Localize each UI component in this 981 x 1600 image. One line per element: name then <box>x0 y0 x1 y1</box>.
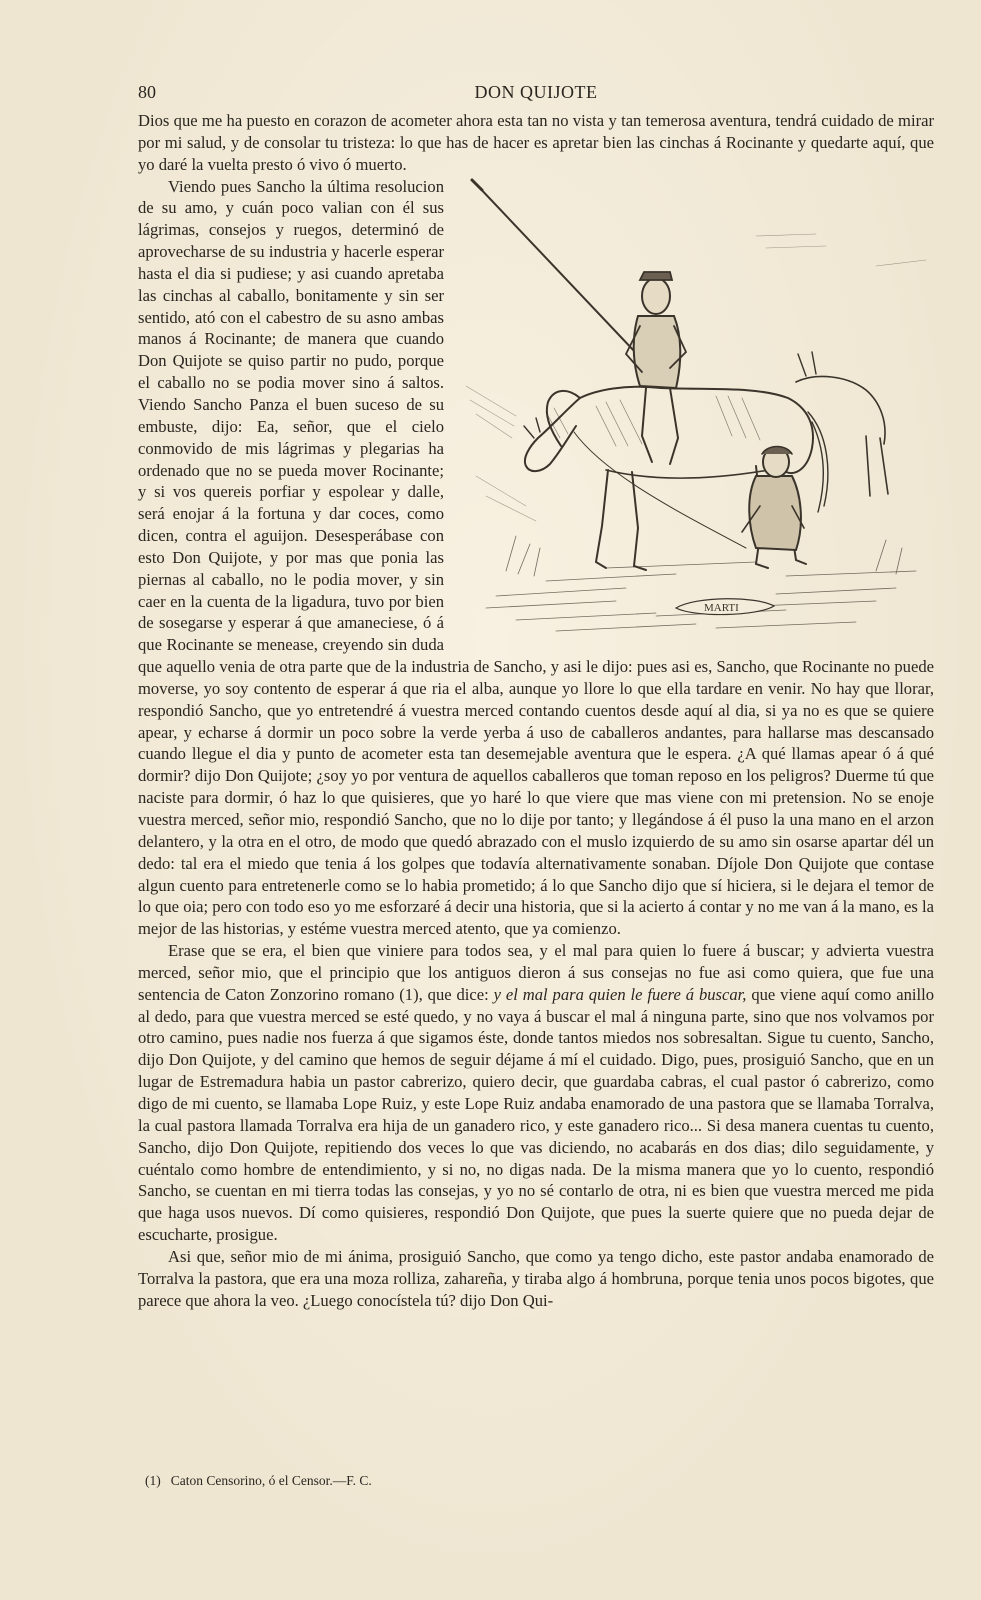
paragraph-2 <box>138 176 934 941</box>
paragraph-1: Dios que me ha puesto en corazon de acometer ahora esta tan no vista y tan temerosa aventura, tendrá cuidado de mirar por mi salud, y de consolar tu tristeza: lo que has de hacer es apretar bien las cinchas á Rocinante y quedarte aquí, que yo daré la vuelta presto ó vivo ó muerto. <box>138 111 934 174</box>
page-header <box>138 82 934 106</box>
footnote-text: Caton Censorino, ó el Censor.—F. C. <box>170 1473 372 1488</box>
illustration-signature: MARTI <box>704 601 739 614</box>
paragraph-3 <box>138 940 934 1246</box>
running-head: DON QUIJOTE <box>474 82 598 102</box>
footnote-marker: (1) <box>145 1473 161 1488</box>
paragraph-3-text-a: Erase que se era, el bien que viniere para todos sea, y el mal para quien lo fuere á buscar; y advierta vuestra merced, señor mio, que el principio que los antiguos dieron á sus consejas no fue asi como quiera, que fue una sentencia de Caton Zonzorino romano (1), que dice: <box>138 941 934 1004</box>
paragraph-4: Asi que, señor mio de mi ánima, prosiguió Sancho, que como ya tengo dicho, este pastor andaba enamorado de Torralva la pastora, que era una moza rolliza, zahareña, y tiraba algo á hombruna, porque tenia unos pocos bigotes, que parece que ahora la veo. ¿Luego conocístela tú? dijo Don Qui- <box>138 1246 934 1310</box>
footnote <box>145 1473 845 1489</box>
paragraph-3-text-b: que viene aquí como anillo al dedo, para que vuestra merced se esté quedo, y no vaya á buscar el mal á ninguna parte, sino que nos volvamos por otro camino, pues nadie nos fuerza á que sigamos éste, donde tantos miedos nos sobresaltan. Sigue tu cuento, Sancho, dijo Don Quijote, y del camino que hemos de seguir déjame á mí el cuidado. Digo, pues, prosiguió Sancho, que en un lugar de Estremadura habia un pastor cabrerizo, quiero decir, que guardaba cabras, el cual pastor ó cabrerizo, como digo de mi cuento, se llamaba Lope Ruiz, y este Lope Ruiz andaba enamorado de una pastora que se llamaba Torralva, la cual pastora llamada Torralva era hija de un ganadero rico, y este ganadero rico... Si desa manera cuentas tu cuento, Sancho, dijo Don Quijote, repitiendo dos veces lo que vas diciendo, no acabarás en dos dias; dilo seguidamente, y cuéntalo como hombre de entendimiento, y si no, no digas nada. De la misma manera que yo lo cuento, respondió Sancho, se cuentan en mi tierra todas las consejas, y yo no sé contarlo de otra, ni es bien que vuestra merced me pida que haga usos nuevos. Dí como quisieres, respondió Don Quijote, que pues la suerte quiere que no pueda dejar de escucharte, prosigue. <box>138 984 934 1245</box>
illustration-don-quijote-and-sancho <box>456 176 934 636</box>
page-number: 80 <box>138 82 156 102</box>
body-text <box>138 110 934 1311</box>
paragraph-3-quote: y el mal para quien le fuere á buscar, <box>493 984 747 1004</box>
paragraph-2-text: Viendo pues Sancho la última resolucion de su amo, y cuán poco valian con él sus lágrimas, consejos y ruegos, determinó de aprovecharse de su industria y hacerle esperar hasta el dia si pudiese; y asi cuando apretaba las cinchas al caballo, bonitamente y sin ser sentido, ató con el cabestro de su asno ambas manos á Rocinante; de manera que cuando Don Quijote se quiso partir no pudo, porque el caballo no se podia mover sino á saltos. Viendo Sancho Panza el buen suceso de su embuste, dijo: Ea, señor, que el cielo conmovido de mis lágrimas y plegarias ha ordenado que no se pueda mover Rocinante; y si vos quereis porfiar y espolear y dalle, será enojar á la fortuna y dar coces, como dicen, contra el aguijon. Desesperábase con esto Don Quijote, y por mas que ponia las piernas al caballo, no le podia mover, y sin caer en la cuenta de la ligadura, tuvo por bien de sosegarse y esperar á que amaneciese, ó á que Rocinante se menease, creyendo sin duda que aquello venia de otra parte que de la industria de Sancho, y asi le dijo: pues asi es, Sancho, que Rocinante no puede moverse, yo soy contento de esperar á que ria el alba, aunque yo llore lo que ella tardare en venir. No hay que llorar, respondió Sancho, que yo entretendré á vuestra merced contando cuentos desde aquí al dia, si ya no es que se quiere apear, y echarse á dormir un poco sobre la verde yerba á uso de caballeros andantes, para hallarse mas descansado cuando llegue el dia y punto de acometer esta tan desemejable aventura que le espera. ¿A qué llamas apear ó á qué dormir? dijo Don Quijote; ¿soy yo por ventura de aquellos caballeros que toman reposo en los peligros? Duerme tú que naciste para dormir, ó haz lo que quisieres, que yo haré lo que viere que mas viene con mi pretension. No se enoje vuestra merced, señor mio, respondió Sancho, que no lo dije por tanto; y llegándose á él puso la una mano en el arzon delantero, y la otra en el otro, de modo que quedó abrazado con el muslo izquierdo de su amo sin osarse apartar dél un dedo: tal era el miedo que tenia á los golpes que todavía alternativamente sonaban. Díjole Don Quijote que contase algun cuento para entretenerle como se lo habia prometido; á lo que Sancho dijo que sí hiciera, si le dejara el temor de lo que oia; pero con todo eso yo me esforzaré á decir una historia, que si la acierto á contar y no me van á la mano, es la mejor de las historias, y estéme vuestra merced atento, que ya comienzo. <box>138 176 934 939</box>
